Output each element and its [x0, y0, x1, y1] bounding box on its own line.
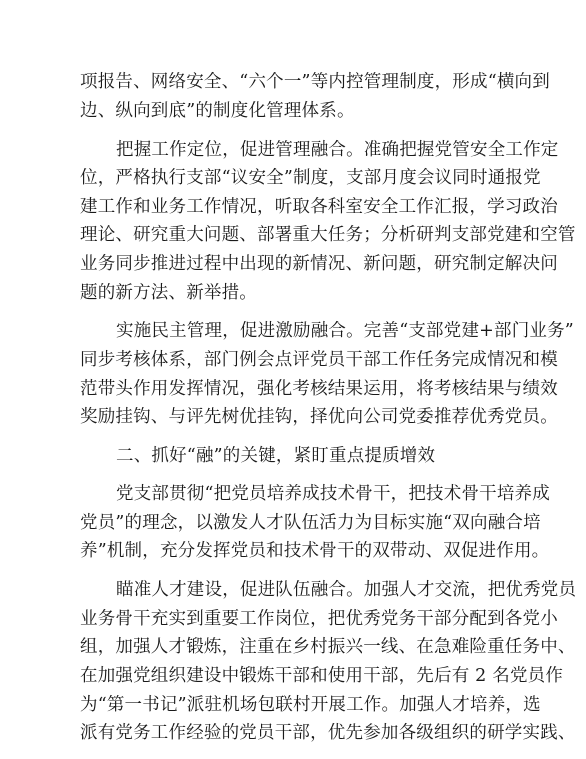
text-line: 在加强党组织建设中锻炼干部和使用干部，先后有 2 名党员作 [80, 666, 564, 686]
paragraph-lead-line: 党支部贯彻“把党员培养成技术骨干，把技术骨干培养成 [116, 484, 550, 504]
section-heading: 二、抓好“融”的关键，紧盯重点提质增效 [116, 446, 436, 466]
text-line: 边、纵向到底”的制度化管理体系。 [80, 101, 355, 121]
text-line: 题的新方法、新举措。 [80, 283, 257, 303]
text-line: 项报告、网络安全、“六个一”等内控管理制度，形成“横向到 [80, 72, 550, 92]
text-line: 党员”的理念，以激发人才队伍活力为目标实施“双向融合培 [80, 513, 541, 533]
text-line: 奖励挂钩、与评先树优挂钩，择优向公司党委推荐优秀党员。 [80, 407, 558, 427]
text-line: 派有党务工作经验的党员干部，优先参加各级组织的研学实践、 [80, 723, 576, 743]
text-line: 业务同步推进过程中出现的新情况、新问题，研究制定解决问 [80, 254, 558, 274]
text-line: 为“第一书记”派驻机场包联村开展工作。加强人才培养，选 [80, 695, 541, 715]
text-line: 理论、研究重大问题、部署重大任务；分析研判支部党建和空管 [80, 225, 576, 245]
text-line: 位，严格执行支部“议安全”制度，支部月度会议同时通报党 [80, 168, 541, 188]
text-line: 组，加强人才锻炼，注重在乡村振兴一线、在急难险重任务中、 [80, 637, 576, 657]
text-line: 养”机制，充分发挥党员和技术骨干的双带动、双促进作用。 [80, 541, 550, 561]
paragraph-lead-line: 瞄准人才建设，促进队伍融合。加强人才交流，把优秀党员 [116, 580, 577, 600]
paragraph-lead-line: 把握工作定位，促进管理融合。准确把握党管安全工作定 [116, 140, 559, 160]
text-line: 建工作和业务工作情况，听取各科室安全工作汇报，学习政治 [80, 197, 558, 217]
paragraph-lead-line: 实施民主管理，促进激励融合。完善“支部党建+部门业务” [116, 321, 574, 341]
text-line: 范带头作用发挥情况，强化考核结果运用，将考核结果与绩效 [80, 379, 558, 399]
text-line: 同步考核体系，部门例会点评党员干部工作任务完成情况和模 [80, 350, 558, 370]
text-line: 业务骨干充实到重要工作岗位，把优秀党务干部分配到各党小 [80, 609, 558, 629]
